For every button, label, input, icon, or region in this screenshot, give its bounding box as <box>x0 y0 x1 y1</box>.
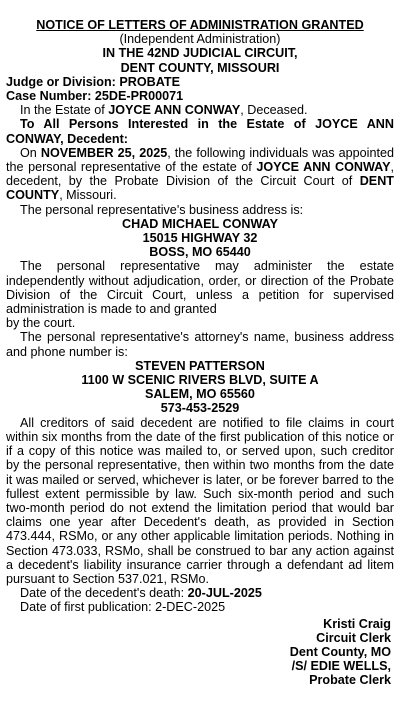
signer-role: Probate Clerk <box>309 673 391 688</box>
p1-decedent-name: JOYCE ANN CONWAY <box>256 160 391 175</box>
pr-street: 15015 HIGHWAY 32 <box>142 231 258 246</box>
administration-paragraph: The personal representative may administer the estate independently without adjudication, order, or direction of the Probate Division of the Circuit Court, unless a petition for supervised administration is made to and granted <box>6 259 394 317</box>
attorney-phone: 573-453-2529 <box>160 401 240 416</box>
attorney-intro: The personal representative's attorney's name, business address and phone number is: <box>6 330 394 359</box>
clerk-title: Circuit Clerk <box>316 630 391 645</box>
death-label: Date of the decedent's death: <box>20 586 188 601</box>
interested-heading: To All Persons Interested in the Estate of JOYCE ANN CONWAY, Decedent: <box>6 117 394 146</box>
p1-a: On <box>20 145 41 160</box>
appointment-paragraph <box>6 146 394 203</box>
signed-by: /S/ EDIE WELLS, <box>291 659 391 674</box>
death-date-line <box>6 586 394 600</box>
p1-county: DENT COUNTY <box>6 174 394 203</box>
estate-line <box>6 103 394 117</box>
court-name: IN THE 42ND JUDICIAL CIRCUIT, <box>102 46 298 61</box>
creditors-paragraph: All creditors of said decedent are notified to file claims in court within six months from the date of the first publication of this notice or if a copy of this notice was mailed to, or served upon, such creditor by the personal representative, then within two months from the date it was mailed or served, whichever is later, or be forever barred to the fullest extent permissible by law. Such six-month period and such two-month period do not extend the limitation period that would bar claims one year after Decedent's death, as provided in Section 473.444, RSMo, or any other applicable limitation periods. Nothing in Section 473.033, RSMo, shall be construed to bar any action against a decedent's liability insurance carrier through a defendant ad litem pursuant to Section 537.021, RSMo. <box>6 415 394 586</box>
pr-address-intro: The personal representative's business address is: <box>20 202 304 217</box>
p1-d: , Missouri. <box>59 188 117 203</box>
p1-b: , the following individuals was appointed the personal representative of the estate of <box>6 145 394 175</box>
clerk-county: Dent County, MO <box>289 644 391 659</box>
appointment-date: NOVEMBER 25, 2025 <box>40 145 168 160</box>
attorney-name: STEVEN PATTERSON <box>135 358 265 373</box>
clerk-name: Kristi Craig <box>323 616 391 631</box>
attorney-city: SALEM, MO 65560 <box>145 387 255 402</box>
publication-date: Date of first publication: 2-DEC-2025 <box>20 600 226 615</box>
signature-block <box>6 617 394 688</box>
estate-suffix: , Deceased. <box>240 103 308 118</box>
court-county: DENT COUNTY, MISSOURI <box>120 60 280 75</box>
administration-paragraph-end: by the court. <box>6 316 76 331</box>
pr-name: CHAD MICHAEL CONWAY <box>121 216 279 231</box>
pr-city: BOSS, MO 65440 <box>149 245 251 260</box>
attorney-street: 1100 W SCENIC RIVERS BLVD, SUITE A <box>81 373 319 388</box>
death-date: 20-JUL-2025 <box>187 586 262 601</box>
judge-division: Judge or Division: PROBATE <box>6 74 180 89</box>
notice-subtitle: (Independent Administration) <box>119 32 281 47</box>
decedent-name: JOYCE ANN CONWAY <box>108 103 241 118</box>
case-number: Case Number: 25DE-PR00071 <box>6 89 184 104</box>
p1-c: , decedent, by the Probate Division of the Circuit Court of <box>6 160 395 189</box>
estate-prefix: In the Estate of <box>20 103 109 118</box>
notice-title: NOTICE OF LETTERS OF ADMINISTRATION GRANTED <box>36 18 364 32</box>
